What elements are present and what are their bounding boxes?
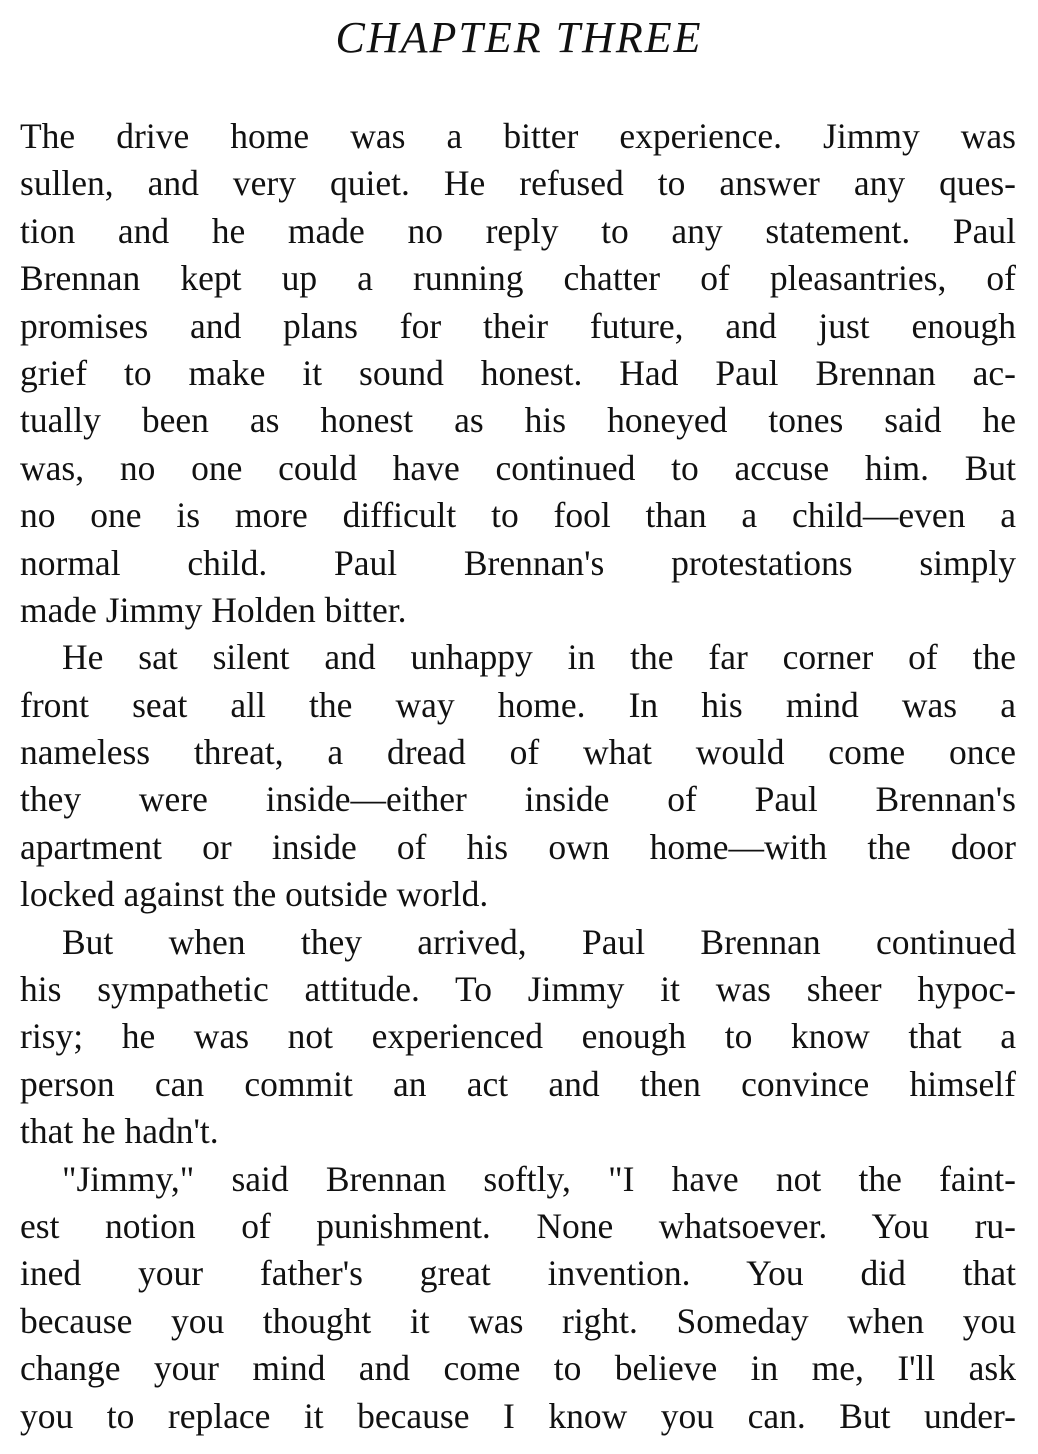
text-line: front seat all the way home. In his mind was a <box>20 684 1016 725</box>
text-line: no one is more difficult to fool than a child—even a <box>20 495 1016 536</box>
text-line: was, no one could have continued to accuse him. But <box>20 447 1016 488</box>
text-line: grief to make it sound honest. Had Paul Brennan ac- <box>20 352 1016 393</box>
chapter-title: CHAPTER THREE <box>335 13 703 62</box>
text-line: nameless threat, a dread of what would come once <box>20 732 1016 773</box>
text-line: apartment or inside of his own home—with the door <box>20 826 1016 867</box>
text-line: ined your father's great invention. You did that <box>20 1253 1016 1294</box>
text-line: person can commit an act and then convince himself <box>20 1063 1016 1104</box>
text-line: his sympathetic attitude. To Jimmy it was sheer hypoc- <box>20 969 1016 1010</box>
text-line: Brennan kept up a running chatter of pleasantries, of <box>20 258 1016 299</box>
paragraph-4 <box>20 1156 1016 1440</box>
text-line: tually been as honest as his honeyed tones said he <box>20 400 1016 441</box>
text-line: est notion of punishment. None whatsoever. You ru- <box>20 1205 1016 1246</box>
paragraph-1 <box>20 113 1016 634</box>
text-line: they were inside—either inside of Paul Brennan's <box>20 779 1016 820</box>
text-line: "Jimmy," said Brennan softly, "I have not the faint- <box>62 1158 1016 1199</box>
text-line: locked against the outside world. <box>20 874 489 915</box>
paragraph-2 <box>20 634 1016 918</box>
text-line: promises and plans for their future, and just enough <box>20 305 1016 346</box>
text-line: But when they arrived, Paul Brennan continued <box>62 921 1016 962</box>
text-line: that he hadn't. <box>20 1111 219 1152</box>
text-line: because you thought it was right. Someday when you <box>20 1300 1016 1341</box>
text-line: made Jimmy Holden bitter. <box>20 589 407 630</box>
text-line: tion and he made no reply to any statement. Paul <box>20 210 1016 251</box>
text-line: He sat silent and unhappy in the far corner of the <box>62 637 1016 678</box>
text-line: risy; he was not experienced enough to know that a <box>20 1016 1016 1057</box>
text-line: normal child. Paul Brennan's protestations simply <box>20 542 1016 583</box>
text-line: change your mind and come to believe in me, I'll ask <box>20 1348 1016 1389</box>
text-line: The drive home was a bitter experience. Jimmy was <box>20 116 1016 156</box>
text-line: sullen, and very quiet. He refused to answer any ques- <box>20 163 1016 204</box>
paragraph-3 <box>20 919 1016 1156</box>
body-text <box>20 113 1016 1440</box>
text-line: you to replace it because I know you can. But under- <box>20 1395 1016 1436</box>
